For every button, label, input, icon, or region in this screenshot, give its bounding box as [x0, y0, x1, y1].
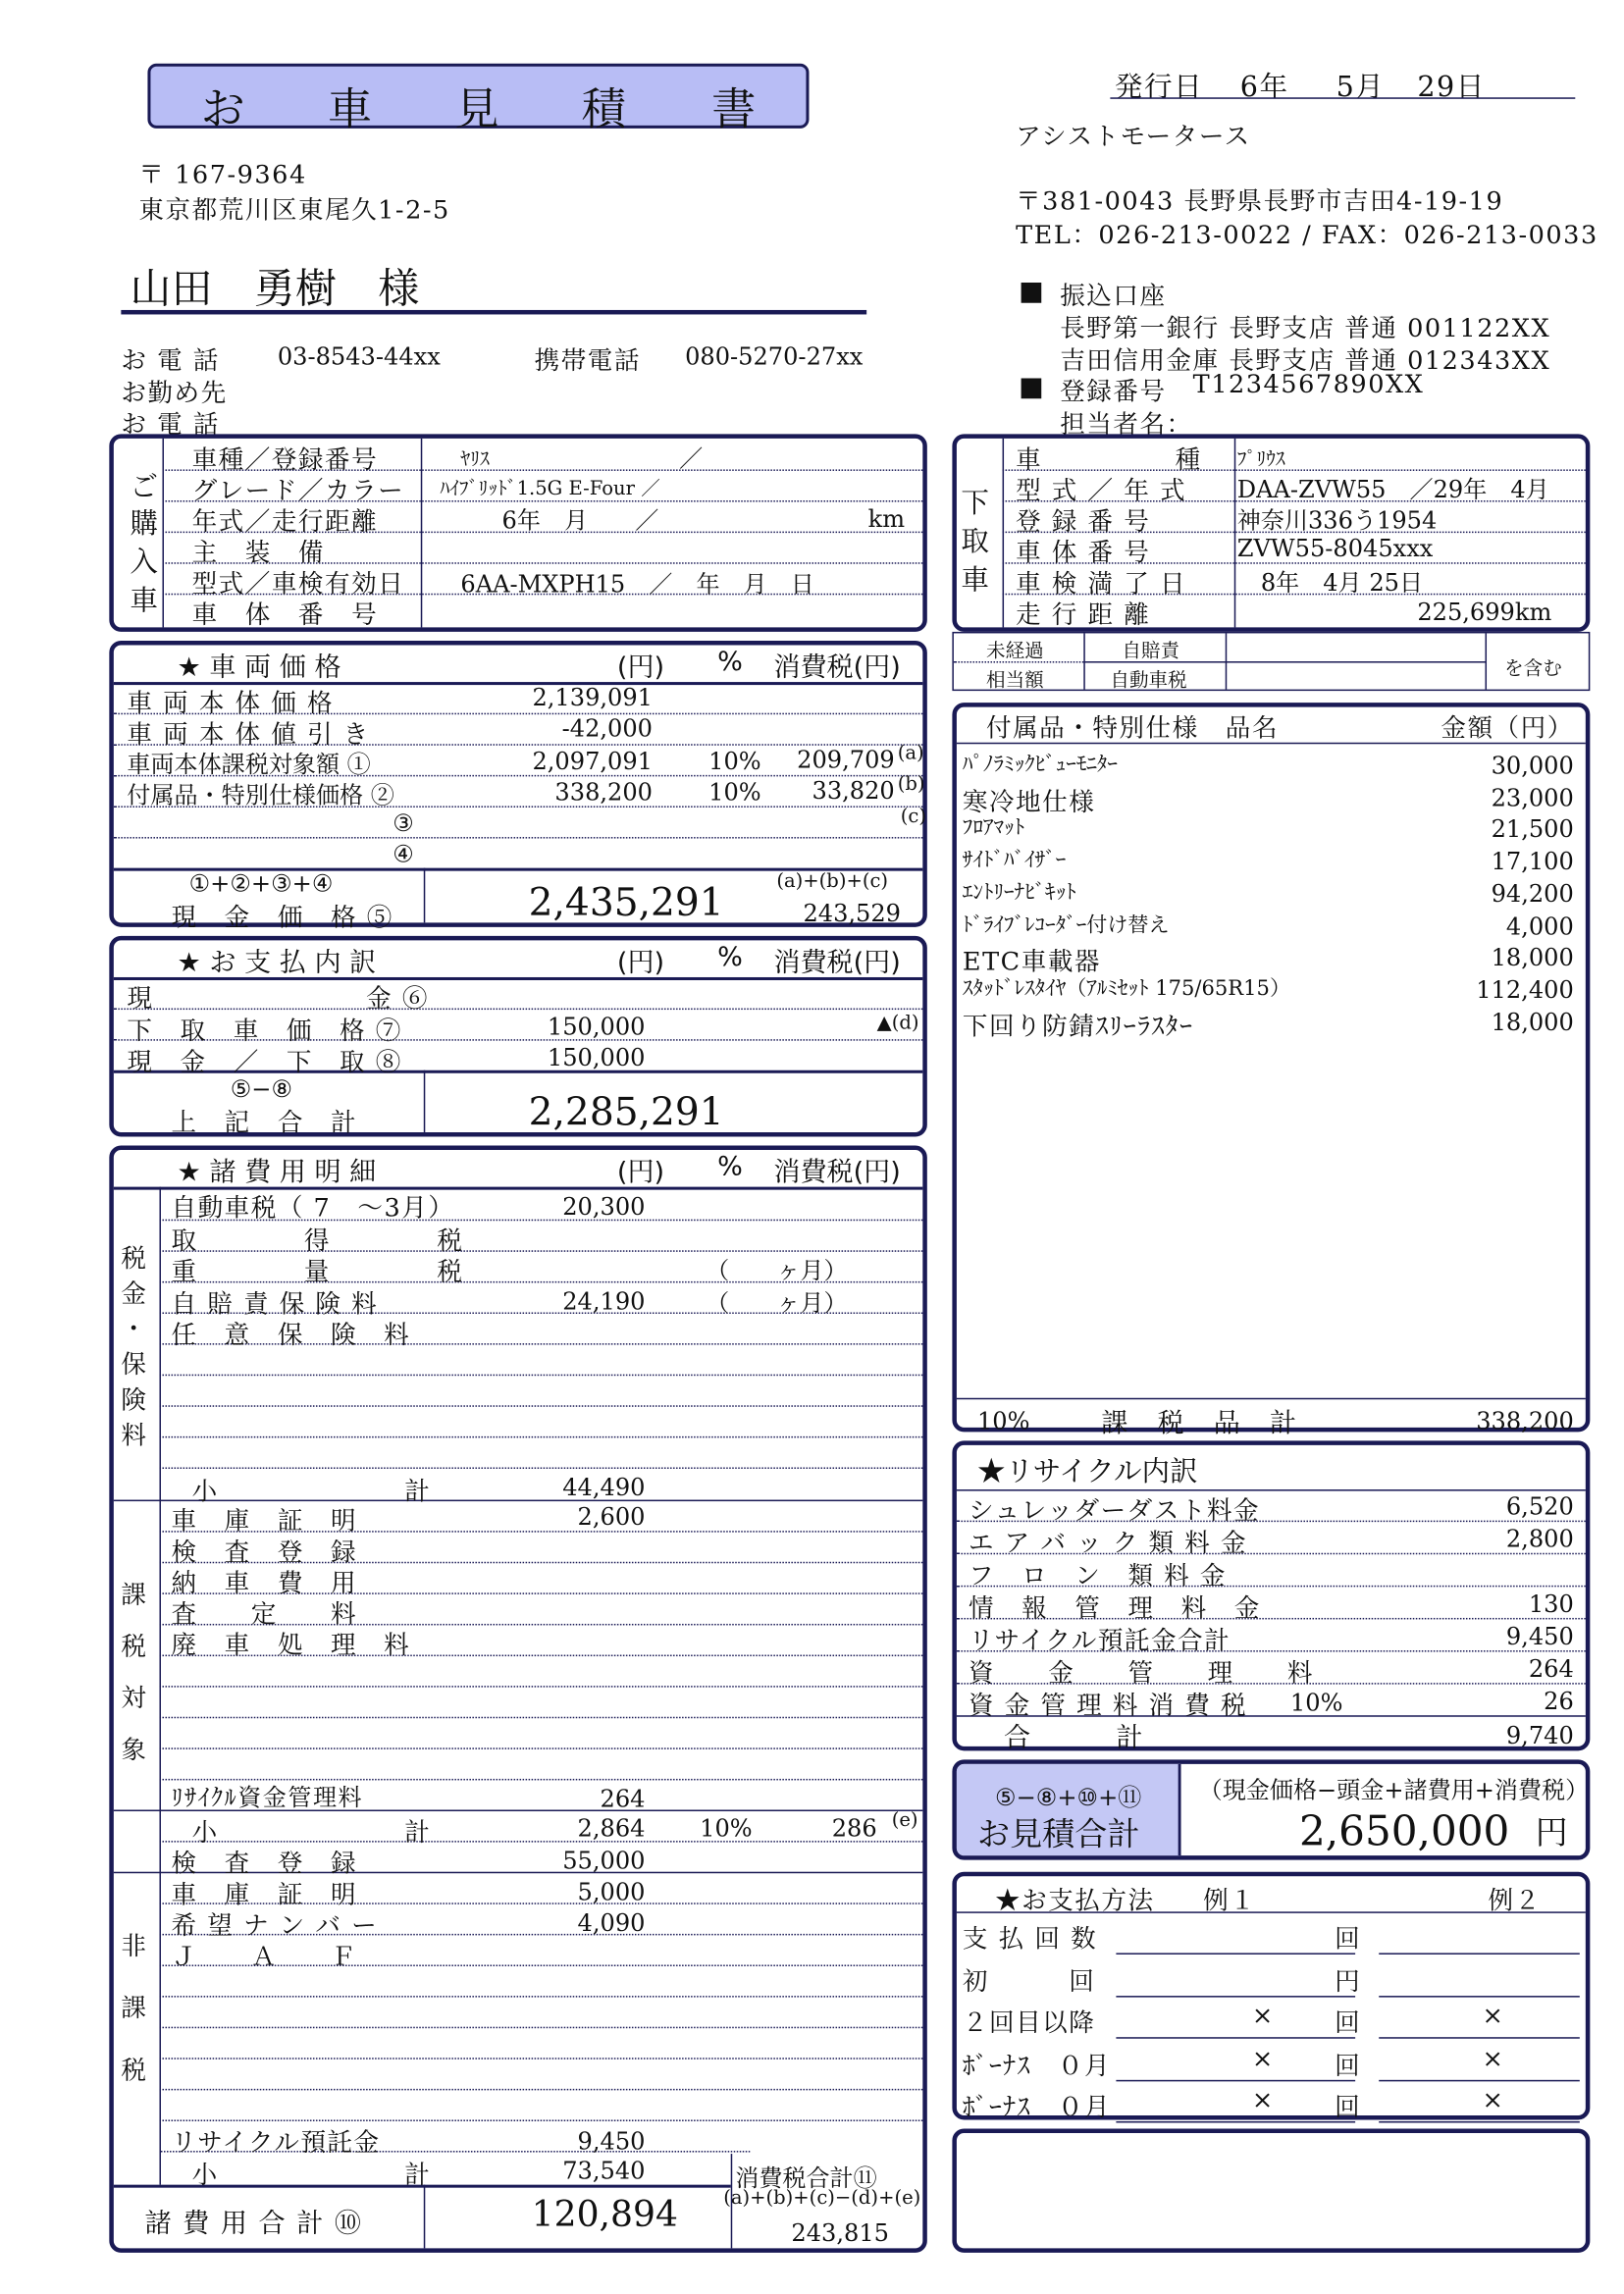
- paymethod-ex1-value: ×: [1251, 2002, 1275, 2032]
- recycle-row-amount: 6,520: [1505, 1492, 1574, 1521]
- fees-tax-header: 消費税(円): [773, 1157, 901, 1189]
- paymethod-row-unit: 回: [1335, 2051, 1362, 2081]
- purchase-label: 車種／登録番号: [191, 445, 379, 476]
- purchase-side-char: 購: [130, 507, 160, 541]
- fees-g3-side-char: 非: [121, 1932, 148, 1962]
- purchase-year: 6年 月 ／: [501, 506, 659, 535]
- paymethod-ex2-underline: [1379, 2079, 1580, 2081]
- fees-g3-recycle: 9,450: [577, 2126, 646, 2156]
- fees-g3-side-char: 税: [121, 2056, 148, 2086]
- fees-row-label: 任 意 保 険 料: [171, 1321, 411, 1351]
- doc-title-char: 積: [581, 83, 626, 136]
- fees-total: 120,894: [531, 2193, 678, 2235]
- price-row-label: 車 両 本 体 値 引 き: [127, 720, 370, 751]
- paymethod-ex2-underline: [1379, 1953, 1580, 1955]
- price-row-amount: 2,139,091: [532, 683, 653, 712]
- issue-month: 5月: [1336, 71, 1386, 104]
- recycle-row-label: リサイクル預託金合計: [968, 1626, 1231, 1657]
- fees-row-label: Ｊ Ａ Ｆ: [171, 1942, 358, 1973]
- recycle-row-amount: 9,450: [1505, 1622, 1574, 1651]
- payment-row-mark: ▲(d): [876, 1013, 919, 1035]
- fees-yen-header: (円): [616, 1157, 665, 1189]
- purchase-grade: ﾊｲﾌﾞﾘｯﾄﾞ1.5G E-Four ／: [440, 478, 660, 501]
- fees-g3-subtotal: 73,540: [562, 2157, 646, 2185]
- tradein-label: 車 検 満 了 日: [1016, 569, 1187, 600]
- estimate-label: お見積合計: [976, 1817, 1140, 1854]
- dealer-bank-1: 長野第一銀行 長野支店 普通 001122XX: [1060, 314, 1551, 344]
- fees-total-label: 諸 費 用 合 計 ⑩: [144, 2208, 363, 2240]
- dealer-reg-label: 登録番号: [1060, 378, 1167, 408]
- paymethod-row-label: 支 払 回 数: [962, 1924, 1098, 1955]
- tradein-side-char: 下: [961, 487, 991, 520]
- price-row-mark: (b): [897, 773, 925, 796]
- ins-label: を含む: [1504, 658, 1562, 681]
- estimate-formula: ⑤−⑧+⑩+⑪: [995, 1783, 1142, 1812]
- issue-underline: [1110, 97, 1575, 99]
- customer-name: 山田 勇樹 様: [130, 264, 420, 313]
- accessory-price: 30,000: [1491, 751, 1574, 780]
- purchase-side-char: ご: [130, 470, 160, 504]
- recycle-row-label: 情 報 管 理 料 金: [968, 1593, 1261, 1624]
- payment-row-label: 現 金 ／ 下 取 ⑧: [127, 1048, 402, 1078]
- paymethod-ex2-underline: [1379, 1995, 1580, 1997]
- doc-title-char: 書: [711, 83, 757, 136]
- purchase-label: 車 体 番 号: [191, 600, 379, 631]
- accessory-name: ｽﾀｯﾄﾞﾚｽﾀｲﾔ（ｱﾙﾐｾｯﾄ 175/65R15）: [962, 976, 1291, 1001]
- fees-row-amount: 5,000: [577, 1877, 646, 1906]
- purchase-label: 年式／走行距離: [191, 507, 379, 538]
- paymethod-ex2-value: ×: [1482, 2043, 1505, 2074]
- price-row-amount: 338,200: [554, 777, 653, 807]
- paymethod-row-label: ２回目以降: [962, 2008, 1096, 2039]
- payment-row-label: 下 取 車 価 格 ⑦: [127, 1017, 402, 1047]
- paymethod-ex2-value: ×: [1482, 2085, 1505, 2115]
- doc-title-char: 車: [327, 83, 373, 136]
- fees-g1-side-char: 金: [121, 1279, 148, 1310]
- tradein-side-char: 取: [961, 525, 991, 558]
- fees-g1-subtotal: 44,490: [562, 1473, 646, 1502]
- fees-g3-subtotal-label: 小 計: [191, 2161, 432, 2191]
- fees-g2-side-char: 対: [121, 1684, 148, 1714]
- fees-row-amount: 24,190: [562, 1286, 646, 1316]
- paymethod-row-unit: 円: [1335, 1966, 1362, 1997]
- issue-day: 29日: [1417, 71, 1486, 104]
- paymethod-row-label: ﾎﾞｰﾅｽ ０月: [962, 2093, 1112, 2123]
- paymethod-ex1-underline: [1116, 1953, 1355, 1955]
- fees-row-label: 車 庫 証 明: [171, 1880, 358, 1910]
- fees-taxsum-label: 消費税合計⑪: [735, 2164, 877, 2193]
- tradein-value: 神奈川336う1954: [1236, 506, 1438, 535]
- price-row-mark: (c): [900, 806, 926, 829]
- customer-mobile-label: 携帯電話: [534, 346, 641, 377]
- accessory-name: ﾊﾟﾉﾗﾐｯｸﾋﾞｭｰﾓﾆﾀｰ: [962, 753, 1118, 777]
- paymethod-ex2-underline: [1379, 2121, 1580, 2123]
- customer-postal: 〒 167-9364: [138, 160, 307, 191]
- price-pct-header: %: [717, 646, 743, 678]
- price-row-label: 付属品・特別仕様価格 ②: [127, 780, 394, 809]
- fees-row-label: 自 賠 責 保 険 料: [171, 1289, 379, 1321]
- tradein-value: ﾌﾟﾘｳｽ: [1236, 448, 1285, 471]
- purchase-label: 型式／車検有効日: [191, 569, 405, 600]
- paymethod-ex2-underline: [1379, 2037, 1580, 2039]
- customer-phone: 03-8543-44xx: [277, 342, 441, 371]
- fees-row-amount: 4,090: [577, 1908, 646, 1937]
- doc-title-box: [147, 64, 809, 136]
- paymethod-row-label: ﾎﾞｰﾅｽ ０月: [962, 2051, 1112, 2081]
- recycle-row-label: 資 金 管 理 料 消 費 税: [968, 1692, 1248, 1722]
- fees-row-label: 検 査 登 録: [171, 1850, 358, 1880]
- paymethod-row-unit: 回: [1335, 2008, 1362, 2039]
- tradein-label: 型 式 ／ 年 式: [1016, 476, 1187, 507]
- fees-taxsum: 243,815: [791, 2218, 889, 2247]
- square-bullet-icon: ■: [1019, 372, 1044, 403]
- accessory-price: 21,500: [1491, 815, 1574, 844]
- dealer-name: アシストモータース: [1016, 122, 1251, 152]
- payment-row-amount: 150,000: [547, 1043, 646, 1072]
- fees-g2-subtotal: 2,864: [577, 1814, 646, 1843]
- fees-pct-header: %: [717, 1151, 743, 1183]
- paymethod-ex1: 例１: [1203, 1886, 1257, 1916]
- payment-row-amount: 150,000: [547, 1013, 646, 1041]
- recycle-row-amount: 2,800: [1505, 1525, 1574, 1553]
- purchase-model: 6AA-MXPH15 ／ 年 月 日: [460, 569, 814, 599]
- fees-row-label: 取 得 税: [171, 1226, 464, 1257]
- recycle-row-label: 資 金 管 理 料: [968, 1659, 1315, 1690]
- fees-row-amount: 55,000: [562, 1847, 646, 1875]
- price-row-amount: 2,097,091: [532, 747, 653, 775]
- customer-mobile: 080-5270-27xx: [685, 342, 864, 371]
- recycle-row-label: シュレッダーダスト料金: [968, 1496, 1261, 1527]
- paymethod-row-unit: 回: [1335, 1924, 1362, 1955]
- fees-g2-subtotal-label: 小 計: [191, 1818, 432, 1849]
- recycle-title: ★リサイクル内訳: [976, 1455, 1198, 1488]
- fees-g1-side-char: 料: [121, 1421, 148, 1451]
- tradein-insurance-table: [952, 632, 1590, 691]
- accessory-name: 下回り防錆ｽﾘｰﾗｽﾀｰ: [962, 1012, 1194, 1042]
- paymethod-ex1-underline: [1116, 2121, 1355, 2123]
- fees-g3-side-char: 課: [121, 1994, 148, 2024]
- tradein-label: 登 録 番 号: [1016, 507, 1151, 538]
- ins-label: 自賠責: [1122, 640, 1180, 663]
- cash-price-label: 現 金 価 格 ⑤: [171, 903, 393, 933]
- price-yen-header: (円): [616, 652, 665, 684]
- price-row-label: ④: [393, 840, 414, 868]
- fees-title: ★ 諸 費 用 明 細: [177, 1157, 377, 1189]
- accessories-total-label: 課 税 品 計: [1101, 1408, 1298, 1439]
- fees-row-note: （ ヶ月）: [706, 1288, 848, 1318]
- dealer-phone-fax: TEL：026-213-0022 / FAX：026-213-0033: [1016, 221, 1598, 251]
- fees-g2-rate: 10%: [700, 1814, 753, 1843]
- accessory-name: ETC車載器: [962, 948, 1102, 978]
- fees-g1-side-char: 険: [121, 1385, 148, 1416]
- fees-g1-side-char: ・: [121, 1315, 148, 1345]
- fees-row-label: 重 量 税: [171, 1257, 464, 1287]
- accessory-price: 112,400: [1476, 975, 1574, 1004]
- accessories-title: 付属品・特別仕様 品名: [986, 714, 1279, 745]
- accessory-name: ﾄﾞﾗｲﾌﾞﾚｺｰﾀﾞｰ付け替え: [962, 912, 1170, 937]
- fees-row-label: 自動車税（ 7 ～3月）: [171, 1194, 455, 1225]
- tradein-label: 車 体 番 号: [1016, 539, 1151, 569]
- paymethod-ex1-underline: [1116, 2037, 1355, 2039]
- dealer-staff-label: 担当者名：: [1060, 410, 1193, 441]
- accessory-price: 4,000: [1505, 912, 1574, 940]
- fees-row-label: 希 望 ナ ン バ ー: [171, 1911, 379, 1942]
- price-title: ★ 車 両 価 格: [177, 652, 341, 684]
- accessory-name: ｴﾝﾄﾘｰﾅﾋﾞｷｯﾄ: [962, 880, 1076, 905]
- price-row-amount: -42,000: [561, 714, 653, 743]
- payment-yen-header: (円): [616, 947, 665, 979]
- recycle-row-amount: 26: [1544, 1687, 1574, 1716]
- price-row-rate: 10%: [708, 777, 761, 807]
- memo-box: [952, 2128, 1590, 2252]
- issue-label: 発行日: [1114, 71, 1204, 104]
- customer-address: 東京都荒川区東尾久1-2-5: [138, 196, 450, 227]
- fees-g2-side-char: 税: [121, 1632, 148, 1663]
- payment-title: ★ お 支 払 内 訳: [177, 947, 377, 979]
- fees-g2-side-char: 課: [121, 1581, 148, 1611]
- recycle-total-label: 合 計: [1004, 1722, 1144, 1754]
- ins-label: 自動車税: [1110, 670, 1187, 693]
- fees-g2-recycle-label: ﾘｻｲｸﾙ資金管理料: [171, 1783, 364, 1812]
- dealer-account-title: 振込口座: [1060, 282, 1167, 312]
- accessory-price: 23,000: [1491, 783, 1574, 812]
- recycle-total: 9,740: [1505, 1721, 1574, 1749]
- payment-pct-header: %: [717, 941, 743, 973]
- purchase-side-char: 入: [130, 546, 160, 579]
- dealer-reg-no: T1234567890XX: [1192, 370, 1425, 400]
- fees-g1-subtotal-label: 小 計: [191, 1478, 432, 1508]
- square-bullet-icon: ■: [1019, 276, 1044, 307]
- paymethod-title: ★お支払方法: [995, 1886, 1155, 1916]
- fees-taxsum-formula: (a)+(b)+(c)−(d)+(e): [723, 2187, 921, 2211]
- fees-row-label: 検 査 登 録: [171, 1538, 358, 1568]
- accessories-total: 338,200: [1476, 1406, 1574, 1435]
- fees-g3-recycle-label: リサイクル預託金: [171, 2128, 381, 2159]
- paymethod-ex2: 例２: [1488, 1886, 1542, 1916]
- estimate-unit: 円: [1535, 1815, 1568, 1853]
- customer-work-label: お勤め先: [121, 379, 228, 409]
- fees-row-label: 納 車 費 用: [171, 1569, 358, 1599]
- tradein-value: 225,699km: [1417, 598, 1552, 626]
- fees-row-label: 廃 車 処 理 料: [171, 1631, 411, 1661]
- paymethod-ex1-underline: [1116, 1995, 1355, 1997]
- fees-g2-tax: 286: [831, 1814, 877, 1843]
- price-row-rate: 10%: [708, 747, 761, 775]
- payment-tax-header: 消費税(円): [773, 947, 901, 979]
- price-tax-total: 243,529: [803, 899, 902, 927]
- payment-total: 2,285,291: [528, 1090, 724, 1135]
- estimate-total: 2,650,000: [1298, 1806, 1510, 1856]
- ins-label: 相当額: [986, 670, 1044, 693]
- price-tax-header: 消費税(円): [773, 652, 901, 684]
- paymethod-ex1-value: ×: [1251, 2043, 1275, 2074]
- fees-row-note: （ ヶ月）: [706, 1256, 848, 1284]
- recycle-row-amount: 130: [1528, 1590, 1574, 1618]
- doc-title-char: 見: [454, 83, 499, 136]
- price-row-label: 車 両 本 体 価 格: [127, 689, 335, 719]
- recycle-row-amount: 264: [1528, 1654, 1574, 1684]
- estimate-note: （現金価格−頭金+諸費用+消費税）: [1198, 1775, 1590, 1804]
- accessory-name: 寒冷地仕様: [962, 787, 1096, 818]
- price-row-tax: 209,709: [797, 745, 895, 774]
- purchase-car: ﾔﾘｽ: [460, 448, 490, 471]
- paymethod-ex1-underline: [1116, 2079, 1355, 2081]
- accessories-rate: 10%: [976, 1406, 1030, 1435]
- issue-year: 6年: [1239, 71, 1289, 104]
- price-row-mark: (a): [897, 742, 924, 765]
- payment-row-label: 現 金 ⑥: [127, 984, 429, 1015]
- tradein-label: 車 種: [1016, 445, 1202, 476]
- accessory-price: 18,000: [1491, 1007, 1574, 1036]
- price-row-tax: 33,820: [812, 776, 895, 805]
- dealer-address: 〒381-0043 長野県長野市吉田4-19-19: [1016, 187, 1504, 218]
- payment-total-label: 上 記 合 計: [171, 1108, 358, 1138]
- accessory-name: ｻｲﾄﾞﾊﾞｲｻﾞｰ: [962, 849, 1067, 873]
- purchase-car-slash: ／: [679, 443, 704, 473]
- accessories-price-header: 金額（円）: [1441, 714, 1574, 745]
- price-formula: ①+②+③+④: [188, 869, 334, 898]
- customer-name-underline: [121, 310, 866, 315]
- accessory-price: 17,100: [1491, 847, 1574, 876]
- fees-row-amount: 20,300: [562, 1192, 646, 1222]
- fees-row-amount: 2,600: [577, 1502, 646, 1532]
- tradein-value: ZVW55-8045xxx: [1236, 534, 1434, 563]
- price-tax-formula: (a)+(b)+(c): [776, 870, 889, 894]
- tradein-value: 8年 4月 25日: [1236, 568, 1424, 597]
- fees-row-label: 車 庫 証 明: [171, 1507, 358, 1538]
- paymethod-ex1-value: ×: [1251, 2085, 1275, 2115]
- paymethod-row-unit: 回: [1335, 2093, 1362, 2123]
- ins-label: 未経過: [986, 640, 1044, 663]
- accessory-name: ﾌﾛｱﾏｯﾄ: [962, 816, 1025, 841]
- price-row-label: ③: [393, 808, 414, 838]
- fees-g1-side-char: 税: [121, 1244, 148, 1275]
- fees-g2-mark: (e): [891, 1809, 918, 1833]
- recycle-row-rate: 10%: [1289, 1689, 1343, 1717]
- purchase-km: km: [867, 504, 906, 534]
- purchase-label: 主 装 備: [191, 539, 325, 569]
- dealer-bank-2: 吉田信用金庫 長野支店 普通 012343XX: [1060, 346, 1551, 377]
- fees-g2-recycle: 264: [600, 1784, 646, 1813]
- payment-formula: ⑤−⑧: [230, 1074, 293, 1103]
- paymethod-ex2-value: ×: [1482, 2002, 1505, 2032]
- customer-phone-label: お 電 話: [121, 346, 220, 377]
- price-row-label: 車両本体課税対象額 ①: [127, 750, 371, 778]
- purchase-label: グレード／カラー: [191, 476, 405, 507]
- fees-row-label: 査 定 料: [171, 1599, 358, 1630]
- tradein-side-char: 車: [961, 563, 991, 597]
- fees-g2-side-char: 象: [121, 1736, 148, 1766]
- fees-g1-side-char: 保: [121, 1350, 148, 1381]
- purchase-side-char: 車: [130, 584, 160, 617]
- doc-title-char: お: [200, 83, 245, 136]
- customer-work-phone-label: お 電 話: [121, 410, 220, 441]
- tradein-label: 走 行 距 離: [1016, 600, 1151, 631]
- accessory-price: 18,000: [1491, 943, 1574, 972]
- tradein-value: DAA-ZVW55 ／29年 4月: [1236, 475, 1549, 504]
- recycle-row-label: フ ロ ン 類 料 金: [968, 1561, 1227, 1591]
- accessory-price: 94,200: [1491, 879, 1574, 908]
- cash-price-total: 2,435,291: [528, 881, 724, 926]
- recycle-row-label: エ ア バ ッ ク 類 料 金: [968, 1529, 1248, 1559]
- paymethod-row-label: 初 回: [962, 1966, 1096, 1997]
